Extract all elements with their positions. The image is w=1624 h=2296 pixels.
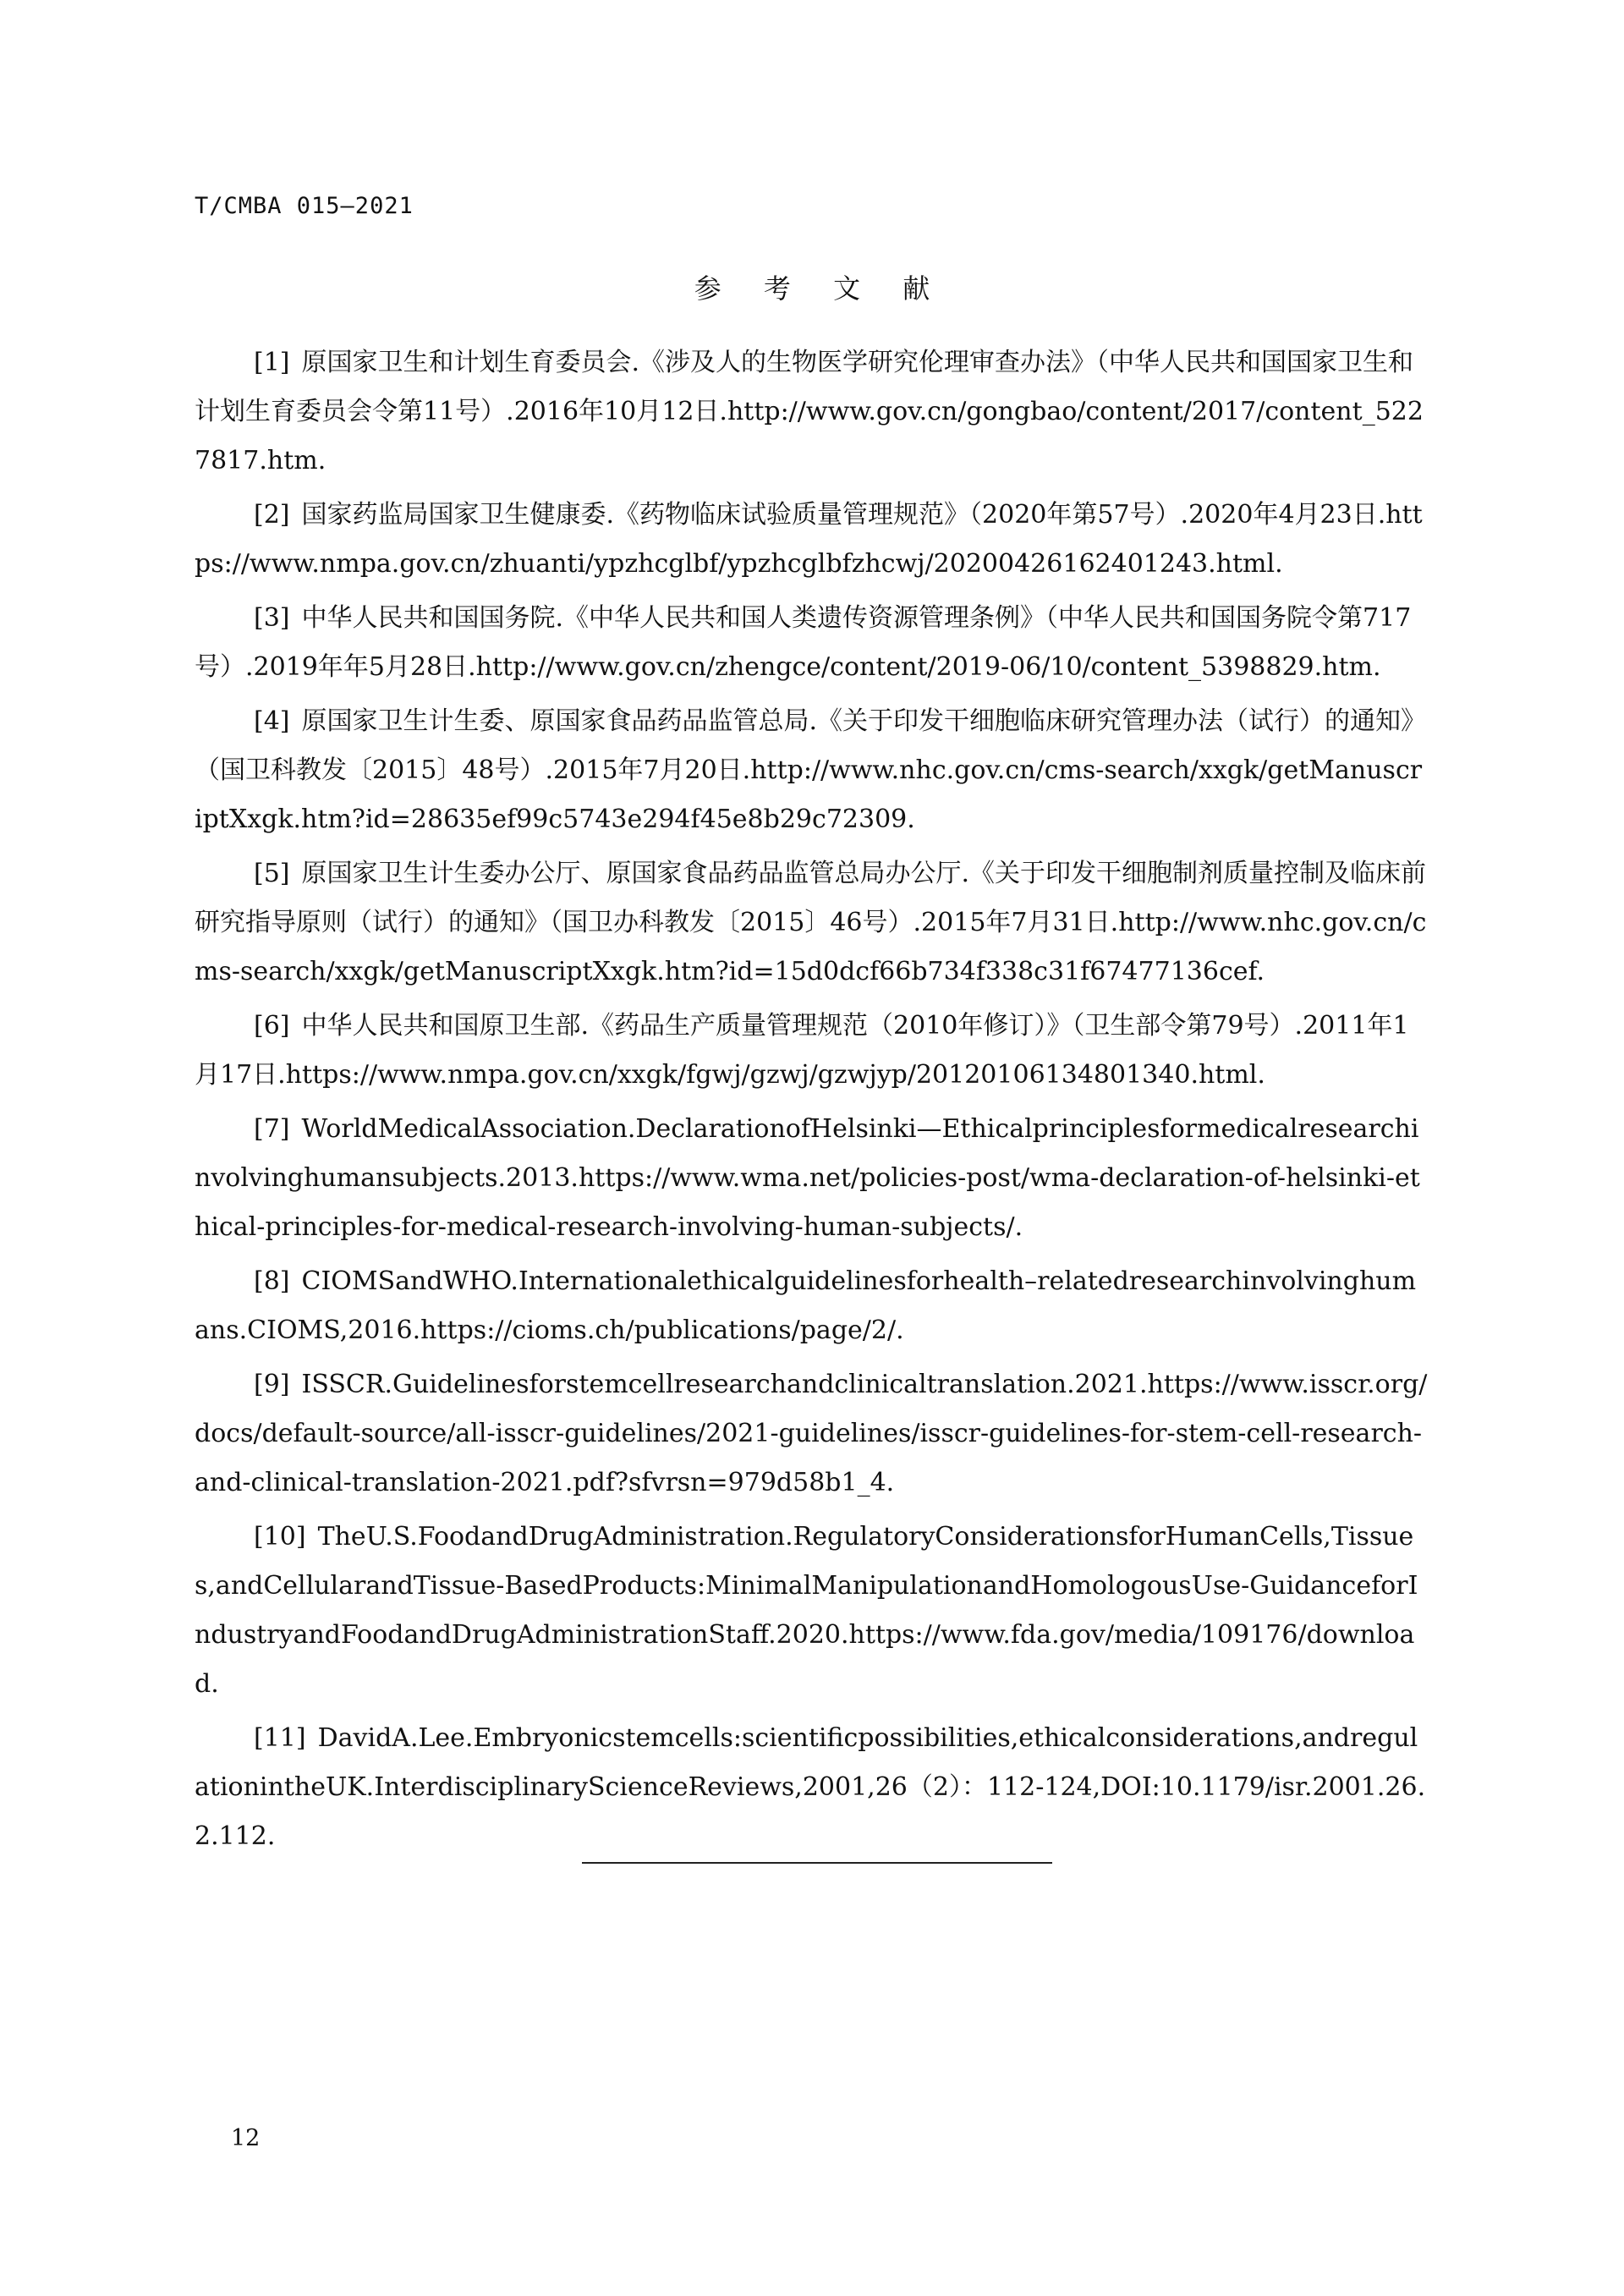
reference-item-8: [195, 1257, 1429, 1355]
reference-text: CIOMSandWHO.Internationalethicalguidelinesforhealth–relatedresearchinvolvinghumans.CIOMS,2016.https://cioms.ch/publications/page/2/.: [195, 1266, 1417, 1345]
section-title: 参 考 文 献: [694, 272, 947, 305]
reference-number: [7]: [254, 1114, 290, 1144]
reference-number: [11]: [254, 1723, 306, 1753]
reference-number: [4]: [254, 706, 290, 736]
reference-text: 中华人民共和国原卫生部.《药品生产质量管理规范（2010年修订）》（卫生部令第79号）.2011年1月17日.https://www.nmpa.gov.cn/xxgk/fgwj/gzwj/gzwjyp/20120106134801340.html.: [195, 1011, 1409, 1090]
document-code: T/CMBA 015—2021: [195, 193, 414, 219]
reference-text: 原国家卫生计生委办公厅、原国家食品药品监管总局办公厅.《关于印发干细胞制剂质量控制及临床前研究指导原则（试行）的通知》（国卫办科教发〔2015〕46号）.2015年7月31日.http://www.nhc.gov.cn/cms-search/xxgk/getManuscriptXxgk.htm?id=15d0dcf66b734f338c31f67477136cef.: [195, 859, 1427, 986]
reference-number: [8]: [254, 1266, 290, 1296]
reference-text: 原国家卫生和计划生育委员会.《涉及人的生物医学研究伦理审查办法》（中华人民共和国国家卫生和计划生育委员会令第11号）.2016年10月12日.http://www.gov.cn/gongbao/content/2017/content_5227817.htm.: [195, 348, 1424, 475]
reference-number: [10]: [254, 1522, 306, 1552]
reference-list: [195, 338, 1429, 1866]
reference-text: 原国家卫生计生委、原国家食品药品监管总局.《关于印发干细胞临床研究管理办法（试行）的通知》（国卫科教发〔2015〕48号）.2015年7月20日.http://www.nhc.gov.cn/cms-search/xxgk/getManuscriptXxgk.htm?id=28635ef99c5743e294f45e8b29c72309.: [195, 706, 1427, 834]
reference-item-5: [195, 849, 1429, 997]
reference-item-2: [195, 491, 1429, 589]
reference-item-11: [195, 1714, 1429, 1861]
reference-item-9: [195, 1360, 1429, 1508]
page-number: 12: [231, 2125, 261, 2151]
reference-text: ISSCR.Guidelinesforstemcellresearchandclinicaltranslation.2021.https://www.isscr.org/docs/default-source/all-isscr-guidelines/2021-guidelines/isscr-guidelines-for-stem-cell-research-and-clinical-translation-2021.pdf?sfvrsn=979d58b1_4.: [195, 1370, 1428, 1497]
end-divider: [582, 1862, 1052, 1864]
reference-number: [2]: [254, 500, 290, 530]
reference-number: [1]: [254, 348, 290, 377]
reference-item-10: [195, 1513, 1429, 1709]
reference-item-7: [195, 1105, 1429, 1252]
reference-item-4: [195, 697, 1429, 844]
reference-number: [3]: [254, 603, 290, 633]
reference-number: [9]: [254, 1370, 290, 1399]
reference-text: DavidA.Lee.Embryonicstemcells:scientificpossibilities,ethicalconsiderations,andregulationintheUK.InterdisciplinaryScienceReviews,2001,26（2）：112-124,DOI:10.1179/isr.2001.26.2.112.: [195, 1723, 1426, 1851]
reference-text: WorldMedicalAssociation.DeclarationofHelsinki—Ethicalprinciplesformedicalresearchinvolvinghumansubjects.2013.https://www.wma.net/policies-post/wma-declaration-of-helsinki-ethical-principles-for-medical-research-involving-human-subjects/.: [195, 1114, 1420, 1242]
reference-item-1: [195, 338, 1429, 486]
reference-item-3: [195, 594, 1429, 692]
reference-item-6: [195, 1002, 1429, 1100]
reference-text: TheU.S.FoodandDrugAdministration.RegulatoryConsiderationsforHumanCells,Tissues,andCellularandTissue-BasedProducts:MinimalManipulationandHomologousUse-GuidanceforIndustryandFoodandDrugAdministrationStaff.2020.https://www.fda.gov/media/109176/download.: [195, 1522, 1418, 1699]
reference-number: [5]: [254, 859, 290, 888]
reference-text: 中华人民共和国国务院.《中华人民共和国人类遗传资源管理条例》（中华人民共和国国务院令第717号）.2019年年5月28日.http://www.gov.cn/zhengce/content/2019-06/10/content_5398829.htm.: [195, 603, 1412, 682]
reference-text: 国家药监局国家卫生健康委.《药物临床试验质量管理规范》（2020年第57号）.2020年4月23日.https://www.nmpa.gov.cn/zhuanti/ypzhcglbf/ypzhcglbfzhcwj/20200426162401243.html.: [195, 500, 1423, 579]
reference-number: [6]: [254, 1011, 290, 1041]
